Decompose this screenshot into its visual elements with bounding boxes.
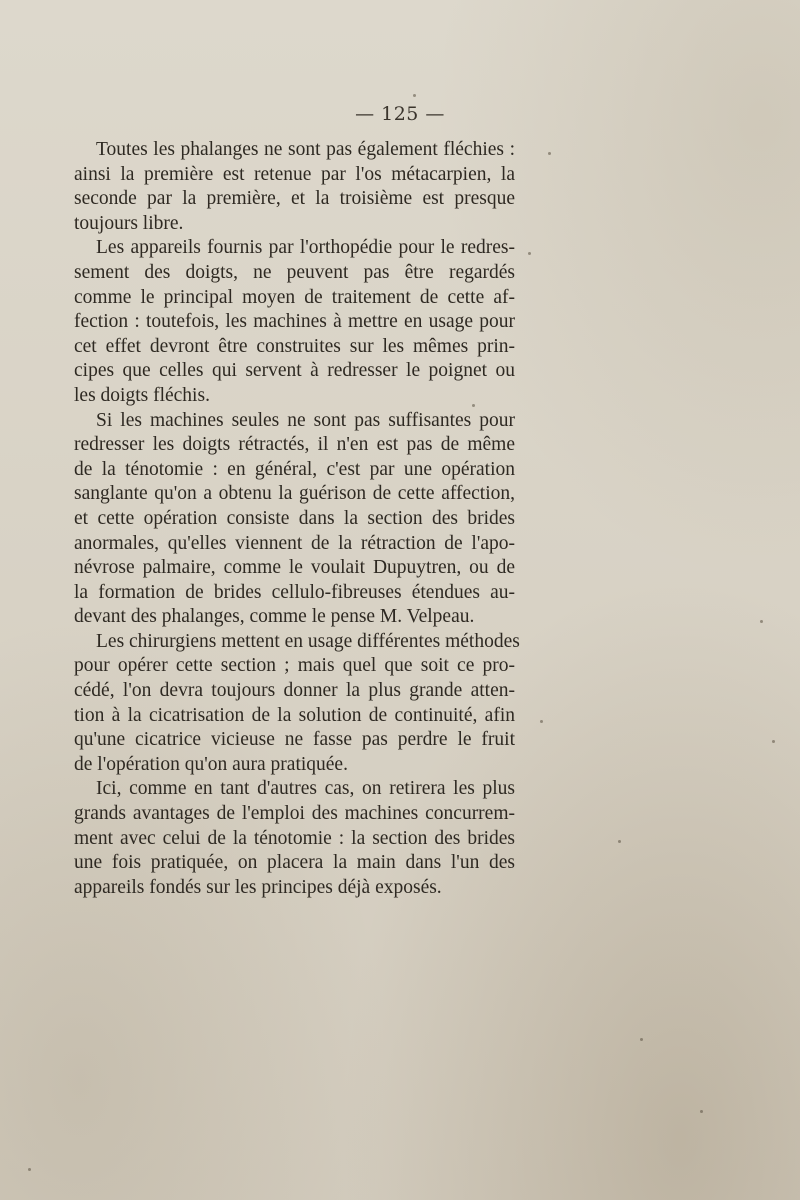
text-line: cédé, l'on devra toujours donner la plus grande atten- bbox=[74, 680, 515, 702]
text-line: devant des phalanges, comme le pense M. Velpeau. bbox=[74, 606, 475, 628]
text-line: Les appareils fournis par l'orthopédie pour le redres- bbox=[96, 237, 515, 259]
paragraph-1 bbox=[52, 138, 515, 236]
text-line: Si les machines seules ne sont pas suffisantes pour bbox=[96, 409, 515, 431]
paragraph-3 bbox=[52, 409, 515, 630]
text-line: grands avantages de l'emploi des machines concurrem- bbox=[74, 803, 515, 825]
text-line: cipes que celles qui servent à redresser le poignet ou bbox=[74, 360, 515, 382]
text-line: seconde par la première, et la troisième est presque bbox=[74, 188, 515, 210]
text-line: de l'opération qu'on aura pratiquée. bbox=[74, 753, 348, 775]
paragraph-5 bbox=[52, 777, 515, 900]
text-line: Toutes les phalanges ne sont pas également fléchies : bbox=[96, 139, 515, 160]
text-line: tion à la cicatrisation de la solution de continuité, afin bbox=[74, 704, 515, 726]
text-line: ainsi la première est retenue par l'os métacarpien, la bbox=[74, 163, 515, 185]
text-line: Les chirurgiens mettent en usage différentes méthodes bbox=[96, 630, 520, 652]
text-line: cet effet devront être construites sur les mêmes prin- bbox=[74, 335, 515, 357]
text-line: névrose palmaire, comme le voulait Dupuytren, ou de bbox=[74, 557, 515, 579]
paragraph-2 bbox=[52, 236, 515, 408]
text-line: sement des doigts, ne peuvent pas être regardés bbox=[74, 261, 515, 283]
text-line: pour opérer cette section ; mais quel que soit ce pro- bbox=[74, 655, 515, 677]
text-line: ment avec celui de la ténotomie : la section des brides bbox=[74, 827, 515, 849]
text-line: sanglante qu'on a obtenu la guérison de cette affection, bbox=[74, 483, 515, 505]
paragraph-4 bbox=[52, 630, 520, 778]
text-line: une fois pratiquée, on placera la main dans l'un des bbox=[74, 852, 515, 874]
body-text bbox=[52, 138, 520, 900]
text-line: les doigts fléchis. bbox=[74, 384, 210, 406]
page-number: — 125 — bbox=[355, 103, 445, 125]
text-line: qu'une cicatrice vicieuse ne fasse pas perdre le fruit bbox=[74, 729, 515, 751]
text-line: la formation de brides cellulo-fibreuses étendues au- bbox=[74, 581, 515, 603]
text-line: appareils fondés sur les principes déjà exposés. bbox=[74, 876, 442, 898]
text-line: Ici, comme en tant d'autres cas, on retirera les plus bbox=[96, 778, 515, 800]
text-line: redresser les doigts rétractés, il n'en est pas de même bbox=[74, 434, 515, 456]
text-line: anormales, qu'elles viennent de la rétraction de l'apo- bbox=[74, 532, 515, 554]
text-line: toujours libre. bbox=[74, 212, 184, 234]
text-line: fection : toutefois, les machines à mettre en usage pour bbox=[74, 311, 515, 333]
text-line: de la ténotomie : en général, c'est par une opération bbox=[74, 458, 515, 480]
text-line: comme le principal moyen de traitement de cette af- bbox=[74, 286, 515, 308]
text-line: et cette opération consiste dans la section des brides bbox=[74, 507, 515, 529]
